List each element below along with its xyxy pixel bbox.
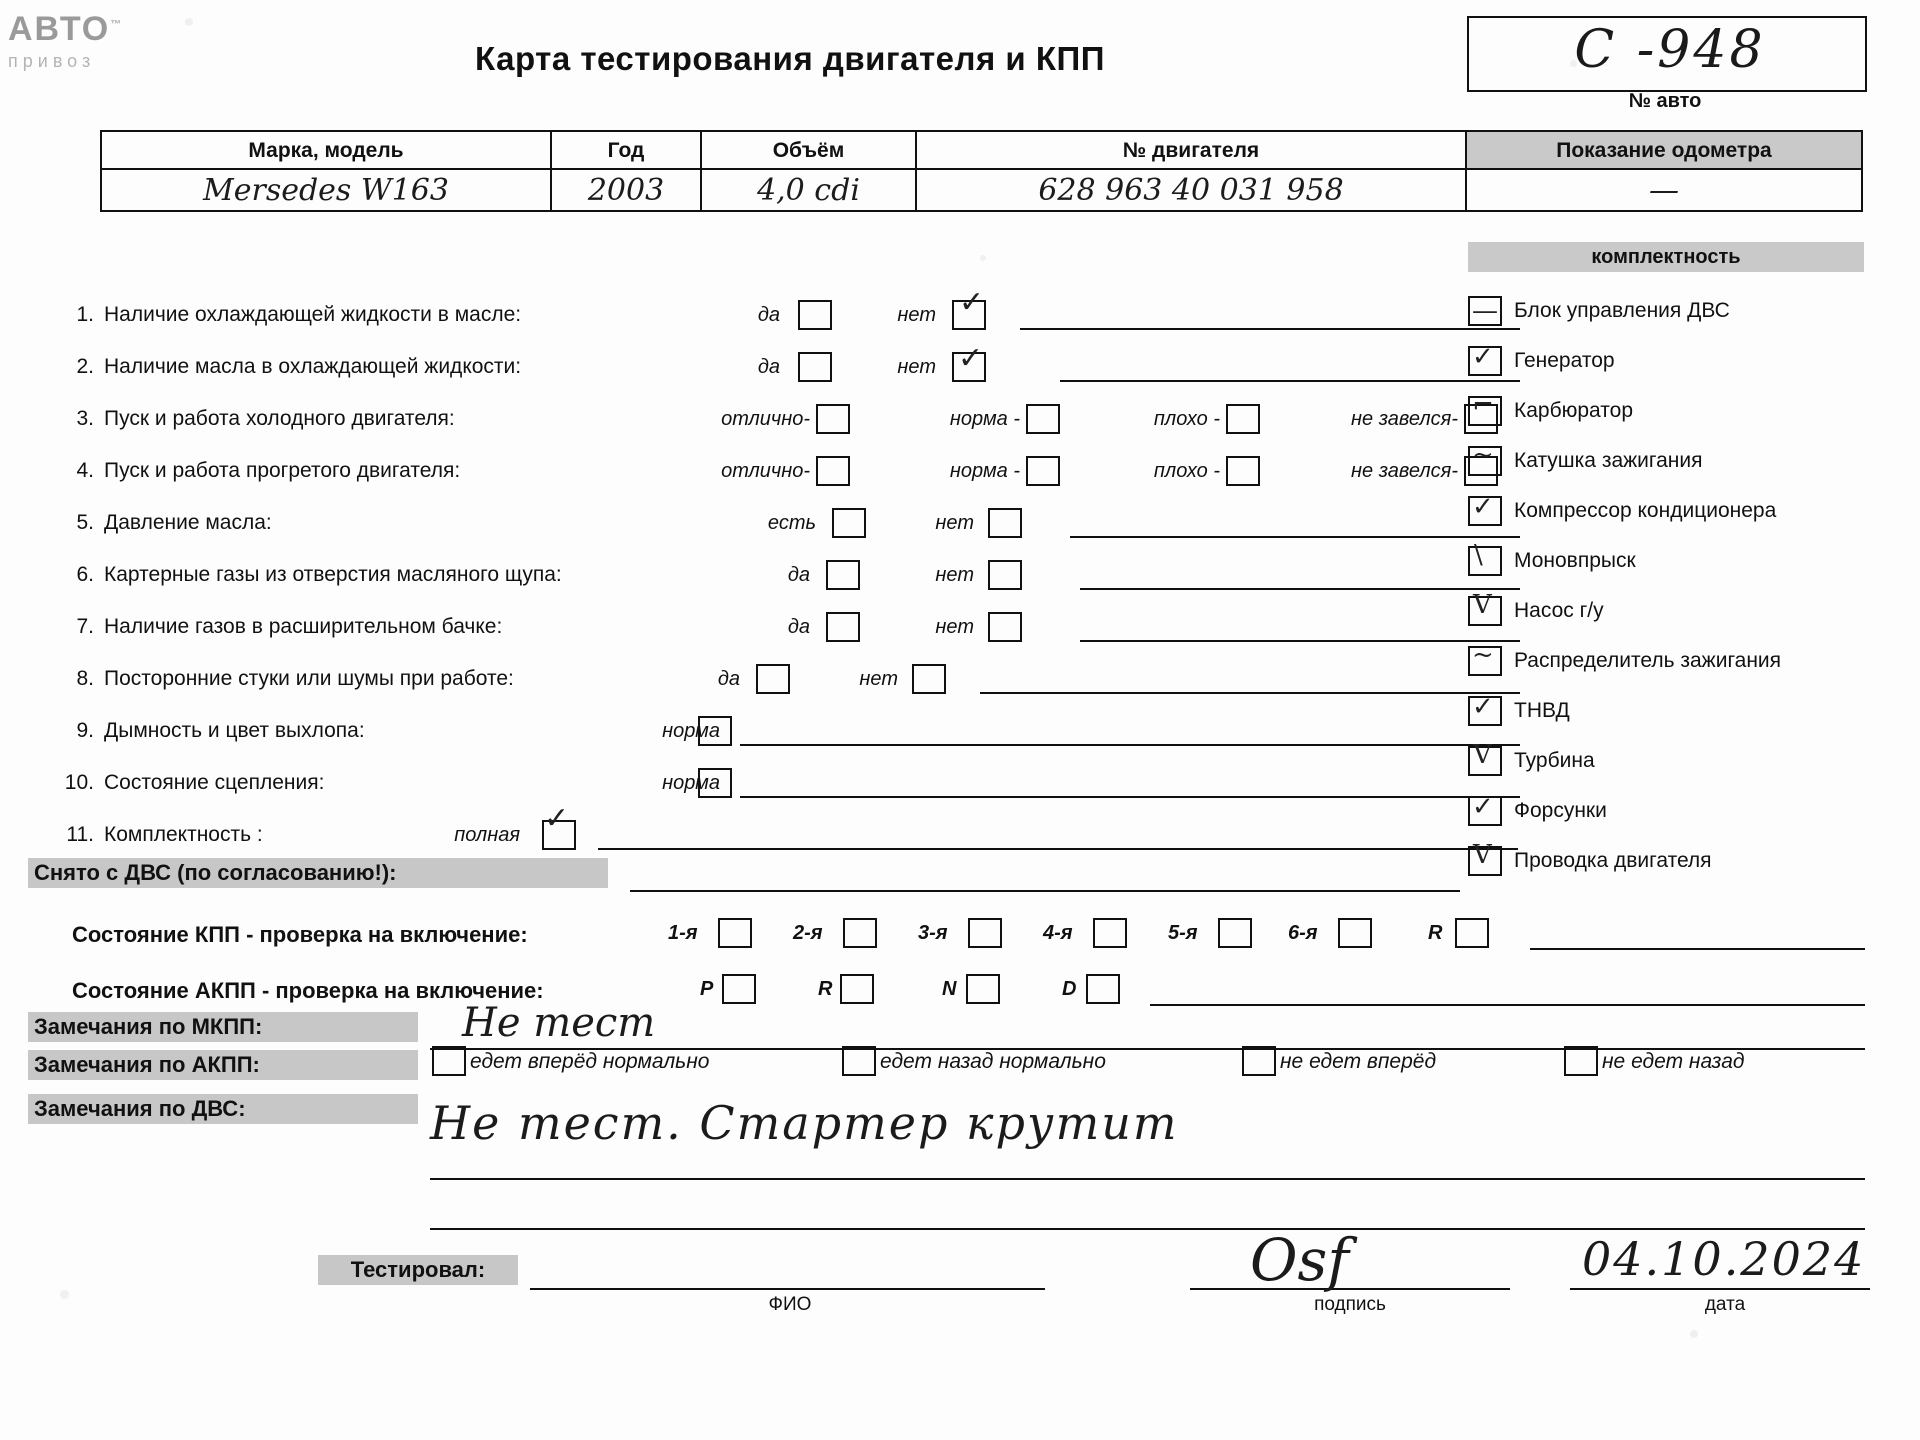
checkbox-gear-2[interactable] [843,918,877,948]
checkbox-q5-net[interactable] [988,508,1022,538]
komplektnost-item-turbina[interactable] [1468,740,1888,784]
question-row-7 [60,612,1460,646]
akpp-title: Состояние АКПП - проверка на включение: [72,978,544,1003]
col-header-year: Год [552,132,700,170]
option-label-da: да [787,564,810,586]
checkbox-gear-1[interactable] [718,918,752,948]
checkbox-akpp-no-reverse[interactable] [1564,1046,1598,1076]
komplektnost-label: Катушка зажигания [1514,449,1703,472]
question-number: 11. [66,823,94,846]
comment-line-q9 [740,744,1520,746]
handwritten-mark: ~ [1472,440,1494,470]
question-text: Наличие газов в расширительном бачке: [104,615,503,638]
question-number: 1. [76,303,94,326]
komplektnost-label: Блок управления ДВС [1514,299,1730,322]
vehicle-info-table [100,130,1863,212]
komplektnost-label: ТНВД [1514,699,1570,722]
page-title: Карта тестирования двигателя и КПП [475,40,1105,77]
question-text: Пуск и работа прогретого двигателя: [104,459,461,482]
question-number: 2. [76,355,94,378]
handwritten-mark: V [1473,590,1492,620]
akpp-option-reverse-ok: едет назад нормально [880,1050,1106,1073]
question-number: 3. [76,407,94,430]
checkbox-q4-norma[interactable] [1026,456,1060,486]
checkbox-q3-otlichno[interactable] [816,404,850,434]
question-number: 4. [76,459,94,482]
checkbox-akpp-n[interactable] [966,974,1000,1004]
option-label-net: нет [897,356,936,378]
question-row-2 [60,341,1460,386]
komplektnost-label: Турбина [1514,749,1595,772]
akpp-option-forward-ok: едет вперёд нормально [470,1050,710,1073]
fio-line [530,1288,1045,1290]
option-label-norma: норма [662,720,720,742]
gear-label-r: R [818,978,833,1000]
option-label-norma: норма - [949,408,1020,430]
checkbox-q3-ploho[interactable] [1226,404,1260,434]
checkbox-q5-est[interactable] [832,508,866,538]
car-number-value: С -948 [1574,20,1766,80]
option-label-est: есть [767,512,816,534]
col-value-odometer: — [1649,173,1679,208]
signature-line [1190,1288,1510,1290]
handwritten-mark: \ [1474,540,1483,570]
mkpp-title: Состояние КПП - проверка на включение: [72,922,528,947]
checkbox-gear-3[interactable] [968,918,1002,948]
notes-mkpp-value: Не тест [462,1000,656,1046]
gear-label-4: 4-я [1043,922,1073,944]
komplektnost-label: Компрессор кондиционера [1514,499,1777,522]
komplektnost-item-provodka[interactable] [1468,840,1888,884]
checkbox-akpp-p[interactable] [722,974,756,1004]
checkbox-gear-r[interactable] [1455,918,1489,948]
checkbox-akpp-r[interactable] [840,974,874,1004]
table-col-model [102,132,552,210]
option-label-ne-zavelsya: не завелся- [1351,408,1458,430]
handwritten-check-q2: ✓ [958,341,984,376]
question-text: Посторонние стуки или шумы при работе: [104,667,514,690]
comment-line-q5 [1070,536,1520,538]
question-number: 6. [76,563,94,586]
question-row-4 [60,456,1460,490]
gear-label-5: 5-я [1168,922,1198,944]
handwritten-check-q1: ✓ [959,285,985,320]
komplektnost-label: Проводка двигателя [1514,849,1712,872]
paper-speck [1690,1330,1698,1338]
option-label-net: нет [897,304,936,326]
table-col-year [552,132,702,210]
komplektnost-item-forsunki[interactable] [1468,794,1888,834]
car-number-label: № авто [1628,90,1702,112]
option-label-da: да [757,304,780,326]
paper-speck [60,1290,69,1299]
comment-line-q10 [740,796,1520,798]
gear-label-n: N [942,978,957,1000]
akpp-option-no-forward: не едет вперёд [1280,1050,1437,1073]
removed-from-engine-label: Снято с ДВС (по согласованию!): [28,858,608,888]
question-row-10 [60,768,1460,802]
komplektnost-item-kompressor[interactable] [1468,494,1888,534]
komplektnost-item-blok-upravleniya[interactable] [1468,294,1888,334]
checkbox-q7-net[interactable] [988,612,1022,642]
komplektnost-item-raspredelitel[interactable] [1468,640,1888,684]
option-label-da: да [717,668,740,690]
checkbox-q1-da[interactable] [798,300,832,330]
question-text: Состояние сцепления: [104,771,325,794]
handwritten-mark: ✓ [1472,792,1494,822]
question-row-3 [60,404,1460,438]
komplektnost-item-generator[interactable] [1468,344,1888,384]
komplektnost-header: комплектность [1468,242,1864,272]
comment-line-q2 [1060,380,1520,382]
komplektnost-label: Насос г/у [1514,599,1604,622]
comment-line-q1 [1020,328,1520,330]
checkbox-q4-otlichno[interactable] [816,456,850,486]
option-label-norma: норма - [949,460,1020,482]
checkbox-q2-da[interactable] [798,352,832,382]
mkpp-comment-line [1530,948,1865,950]
handwritten-mark: V [1473,740,1492,770]
tester-label: Тестировал: [318,1255,518,1285]
komplektnost-label: Моновпрыск [1514,549,1636,572]
handwritten-mark: ~ [1472,640,1494,670]
gear-label-6: 6-я [1288,922,1318,944]
option-label-norma: норма [662,772,720,794]
checkbox-q8-net[interactable] [912,664,946,694]
komplektnost-item-tnvd[interactable] [1468,694,1888,734]
komplektnost-item-monovprysk[interactable] [1468,540,1888,584]
removed-from-engine-line [630,890,1460,892]
checkbox-q3-norma[interactable] [1026,404,1060,434]
paper-speck [185,18,193,26]
paper-speck [980,255,986,261]
gear-label-2: 2-я [793,922,823,944]
gear-label-d: D [1062,978,1077,1000]
signature-label: подпись [1314,1294,1386,1315]
question-text: Давление масла: [104,511,272,534]
question-number: 5. [76,511,94,534]
checkbox-q4-ploho[interactable] [1226,456,1260,486]
question-number: 8. [76,667,94,690]
question-number: 9. [76,719,94,742]
handwritten-mark: ✓ [1472,342,1494,372]
akpp-option-no-reverse: не едет назад [1602,1050,1745,1073]
checkbox-akpp-d[interactable] [1086,974,1120,1004]
comment-line-q8 [980,692,1520,694]
notes-dvs-label: Замечания по ДВС: [28,1094,418,1124]
notes-akpp-label: Замечания по АКПП: [28,1050,418,1080]
option-label-otlichno: отлично- [721,408,810,430]
option-label-net: нет [935,616,974,638]
komplektnost-item-karbyurator[interactable] [1468,390,1888,434]
checkbox-akpp-forward-ok[interactable] [432,1046,466,1076]
akpp-comment-line [1150,1004,1865,1006]
gear-label-r: R [1428,922,1443,944]
col-header-volume: Объём [702,132,915,170]
option-label-da: да [757,356,780,378]
gear-label-1: 1-я [668,922,698,944]
question-number: 7. [76,615,94,638]
notes-dvs-line-1 [430,1178,1865,1180]
table-col-odometer [1467,132,1861,210]
checkbox-q8-da[interactable] [756,664,790,694]
question-row-8 [60,664,1460,698]
option-label-ploho: плохо - [1153,408,1220,430]
option-label-net: нет [935,512,974,534]
option-label-ne-zavelsya: не завелся- [1351,460,1458,482]
komplektnost-label: Генератор [1514,349,1615,372]
handwritten-check-q11: ✓ [544,801,570,836]
checkbox-q9-norma[interactable] [698,716,732,746]
komplektnost-label: Форсунки [1514,799,1607,822]
gear-label-3: 3-я [918,922,948,944]
handwritten-mark: — [1472,296,1498,326]
fio-label: ФИО [768,1294,812,1315]
signature-value: Оsf [1250,1226,1349,1294]
notes-dvs-value: Не тест. Стартер крутит [430,1096,1179,1150]
question-row-9 [60,716,1460,750]
question-number: 10. [64,771,94,794]
handwritten-mark: ✓ [1472,492,1494,522]
handwritten-mark: ⌐ [1472,390,1494,420]
checkbox-q7-da[interactable] [826,612,860,642]
question-row-5 [60,508,1460,542]
checkbox-gear-6[interactable] [1338,918,1372,948]
question-text: Пуск и работа холодного двигателя: [104,407,455,430]
autoprivoz-logo [8,10,168,88]
col-header-model: Марка, модель [102,132,550,170]
question-row-6 [60,560,1460,594]
question-row-11 [60,801,1460,854]
date-value: 04.10.2024 [1582,1232,1866,1286]
question-text: Картерные газы из отверстия масляного щупа: [104,563,562,586]
komplektnost-item-katushka[interactable] [1468,440,1888,484]
option-label-polnaya: полная [454,824,520,846]
handwritten-mark: V [1473,840,1492,870]
checkbox-q10-norma[interactable] [698,768,732,798]
question-text: Дымность и цвет выхлопа: [104,719,365,742]
col-header-odometer: Показание одометра [1467,132,1861,170]
logo-sub-text: привоз [8,51,96,71]
option-label-net: нет [859,668,898,690]
notes-mkpp-label: Замечания по МКПП: [28,1012,418,1042]
handwritten-mark: ✓ [1472,692,1494,722]
komplektnost-label: Карбюратор [1514,399,1634,422]
option-label-da: да [787,616,810,638]
option-label-ploho: плохо - [1153,460,1220,482]
question-text: Комплектность : [104,823,263,846]
question-row-1 [60,285,1460,334]
gear-label-p: P [700,978,714,1000]
col-header-engine-number: № двигателя [917,132,1465,170]
col-value-year: 2003 [587,173,665,208]
komplektnost-item-nasos-gu[interactable] [1468,590,1888,634]
date-label: дата [1704,1294,1746,1315]
question-text: Наличие масла в охлаждающей жидкости: [104,355,522,378]
logo-brand-text: АВТО [8,10,111,48]
option-label-net: нет [935,564,974,586]
table-col-volume [702,132,917,210]
comment-line-q7 [1080,640,1520,642]
comment-line-q6 [1080,588,1520,590]
checkbox-akpp-no-forward[interactable] [1242,1046,1276,1076]
checkbox-q6-net[interactable] [988,560,1022,590]
checkbox-gear-5[interactable] [1218,918,1252,948]
checkbox-akpp-reverse-ok[interactable] [842,1046,876,1076]
logo-tm: ™ [110,18,124,31]
option-label-otlichno: отлично- [721,460,810,482]
col-value-model: Mersedes W163 [203,173,449,208]
komplektnost-label: Распределитель зажигания [1514,649,1782,672]
date-line [1570,1288,1870,1290]
question-text: Наличие охлаждающей жидкости в масле: [104,303,522,326]
table-col-engine-number [917,132,1467,210]
col-value-engine-number: 628 963 40 031 958 [1038,173,1344,208]
checkbox-q6-da[interactable] [826,560,860,590]
notes-dvs-line-2 [430,1228,1865,1230]
comment-line-q11 [598,848,1518,850]
col-value-volume: 4,0 cdi [757,173,860,208]
checkbox-gear-4[interactable] [1093,918,1127,948]
